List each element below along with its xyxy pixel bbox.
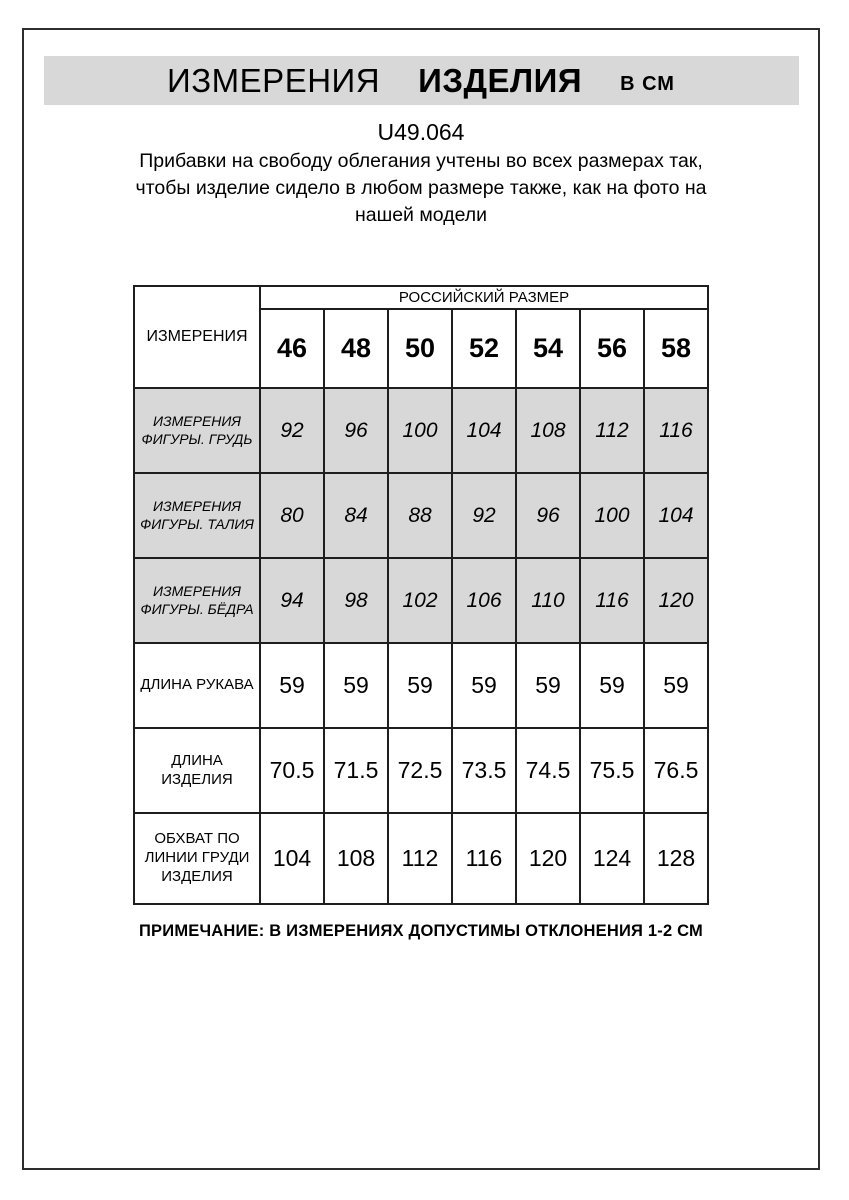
size-header-cell: 50 [388, 309, 452, 388]
row-label-cell: ОБХВАТ ПО ЛИНИИ ГРУДИ ИЗДЕЛИЯ [134, 813, 260, 904]
row-label-cell: ИЗМЕРЕНИЯ ФИГУРЫ. ГРУДЬ [134, 388, 260, 473]
value-cell: 80 [260, 473, 324, 558]
value-cell: 59 [644, 643, 708, 728]
row-label-cell: ДЛИНА ИЗДЕЛИЯ [134, 728, 260, 813]
size-table [133, 285, 709, 905]
title-unit-cm: В СМ [620, 73, 675, 95]
fit-note-line: чтобы изделие сидело в любом размере также, как на фото на [135, 177, 707, 199]
value-cell: 110 [516, 558, 580, 643]
table-row [134, 813, 708, 904]
value-cell: 75.5 [580, 728, 644, 813]
value-cell: 102 [388, 558, 452, 643]
table-row [134, 388, 708, 473]
table-row [134, 473, 708, 558]
value-cell: 96 [516, 473, 580, 558]
corner-header-cell: ИЗМЕРЕНИЯ [134, 286, 260, 388]
footnote: ПРИМЕЧАНИЕ: В ИЗМЕРЕНИЯХ ДОПУСТИМЫ ОТКЛОНЕНИЯ 1-2 СМ [139, 922, 703, 940]
title-word-measurements: ИЗМЕРЕНИЯ [167, 61, 381, 99]
value-cell: 96 [324, 388, 388, 473]
value-cell: 100 [388, 388, 452, 473]
row-label-cell: ИЗМЕРЕНИЯ ФИГУРЫ. БЁДРА [134, 558, 260, 643]
size-header-cell: 58 [644, 309, 708, 388]
size-header-cell: 52 [452, 309, 516, 388]
page-frame [22, 28, 820, 1170]
size-header-cell: 54 [516, 309, 580, 388]
value-cell: 108 [324, 813, 388, 904]
value-cell: 70.5 [260, 728, 324, 813]
value-cell: 92 [452, 473, 516, 558]
value-cell: 116 [580, 558, 644, 643]
value-cell: 112 [580, 388, 644, 473]
row-label-cell: ИЗМЕРЕНИЯ ФИГУРЫ. ТАЛИЯ [134, 473, 260, 558]
title-bar [44, 56, 799, 105]
value-cell: 59 [452, 643, 516, 728]
row-label-cell: ДЛИНА РУКАВА [134, 643, 260, 728]
size-header-cell: 56 [580, 309, 644, 388]
value-cell: 120 [516, 813, 580, 904]
size-header-cell: 48 [324, 309, 388, 388]
value-cell: 84 [324, 473, 388, 558]
value-cell: 98 [324, 558, 388, 643]
value-cell: 116 [452, 813, 516, 904]
value-cell: 71.5 [324, 728, 388, 813]
article-number: U49.064 [377, 119, 465, 145]
value-cell: 59 [580, 643, 644, 728]
value-cell: 120 [644, 558, 708, 643]
value-cell: 112 [388, 813, 452, 904]
fit-note-line: Прибавки на свободу облегания учтены во всех размерах так, [139, 150, 703, 172]
value-cell: 104 [644, 473, 708, 558]
title-word-product: ИЗДЕЛИЯ [418, 61, 583, 99]
value-cell: 59 [324, 643, 388, 728]
table-row [134, 558, 708, 643]
value-cell: 106 [452, 558, 516, 643]
value-cell: 124 [580, 813, 644, 904]
value-cell: 72.5 [388, 728, 452, 813]
size-header-cell: 46 [260, 309, 324, 388]
table-row [134, 728, 708, 813]
value-cell: 108 [516, 388, 580, 473]
value-cell: 116 [644, 388, 708, 473]
value-cell: 94 [260, 558, 324, 643]
value-cell: 100 [580, 473, 644, 558]
table-row [134, 643, 708, 728]
value-cell: 73.5 [452, 728, 516, 813]
fit-note-line: нашей модели [354, 204, 488, 226]
size-group-header-cell: РОССИЙСКИЙ РАЗМЕР [260, 286, 708, 309]
value-cell: 88 [388, 473, 452, 558]
value-cell: 92 [260, 388, 324, 473]
value-cell: 104 [260, 813, 324, 904]
value-cell: 104 [452, 388, 516, 473]
value-cell: 59 [516, 643, 580, 728]
value-cell: 59 [260, 643, 324, 728]
value-cell: 128 [644, 813, 708, 904]
fit-note [24, 148, 818, 229]
value-cell: 76.5 [644, 728, 708, 813]
value-cell: 59 [388, 643, 452, 728]
value-cell: 74.5 [516, 728, 580, 813]
